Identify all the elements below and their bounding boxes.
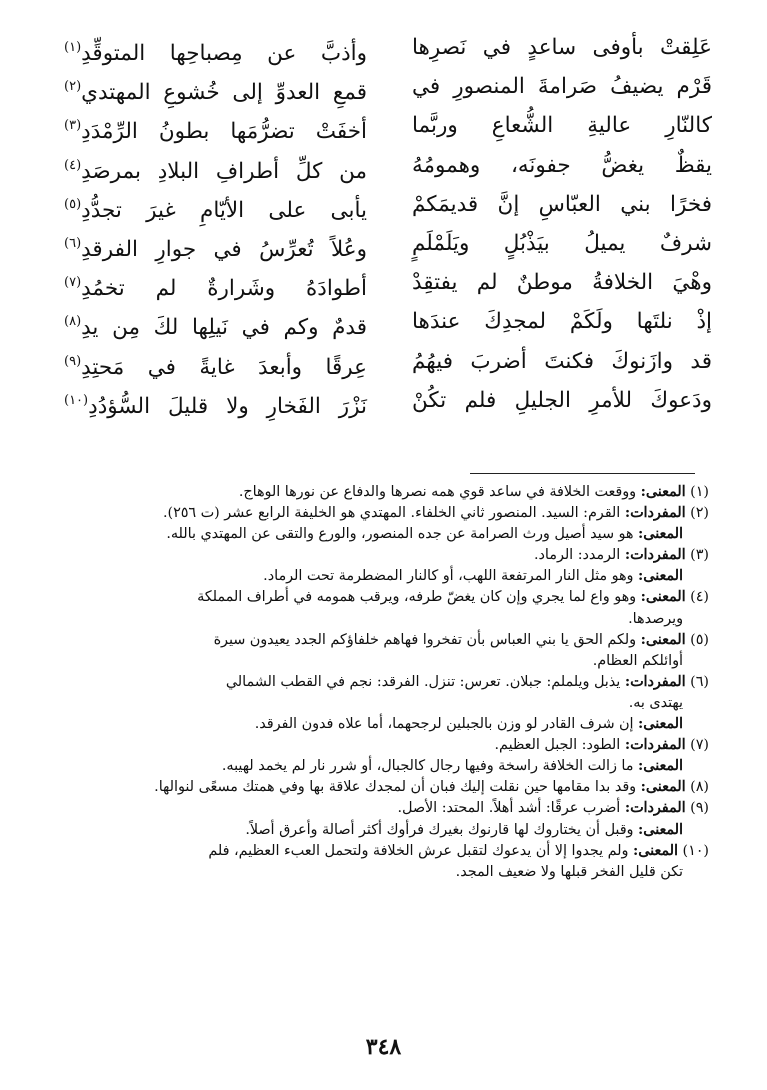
footnote-label: المعنى: xyxy=(638,758,683,775)
footnote-line xyxy=(64,862,709,883)
verse xyxy=(62,381,712,420)
footnote-label: المفردات: xyxy=(624,737,686,754)
verse-second-hemistich xyxy=(62,185,367,224)
verse-first-hemistich: يقظٌ يغضُّ جفونَه، وهمومُهُ xyxy=(412,152,712,178)
verse-second-hemistich xyxy=(62,28,367,67)
footnote-text: وقد بدا مقامها حين نقلت إليك فبان أن لمجدك علاقة بها وفي همتك مسعًى لنوالها. xyxy=(154,779,637,796)
page-number: ٣٤٨ xyxy=(365,1034,402,1060)
verse-second-text: نَزْرَ الفَخارِ ولا قليلَ السُّؤدُدِ xyxy=(88,393,367,419)
verse-second-text: أطوادَهُ وشَرارةٌ لم تخمُدِ xyxy=(81,276,367,302)
footnote-number: (٥) xyxy=(690,631,709,648)
footnote-text: إن شرف القادر لو وزن بالجبلين لرجحهما، أما علاه فدون الفرقد. xyxy=(254,716,634,733)
footnote-number: (٤) xyxy=(690,589,709,606)
verse xyxy=(62,224,712,263)
footnote-label: المعنى: xyxy=(640,779,686,796)
footnote-line xyxy=(64,672,709,693)
footnote-marker: (٩) xyxy=(64,353,82,369)
footnote-text: تكن قليل الفخر قبلها ولا ضعيف المجد. xyxy=(455,863,683,880)
footnote-line xyxy=(64,735,709,756)
footnote-text: القرم: السيد. المنصور ثاني الخلفاء. المهتدي هو الخليفة الرابع عشر (ت ٢٥٦). xyxy=(162,505,621,522)
footnote-number: (٦) xyxy=(690,673,709,690)
footnote-number: (١) xyxy=(690,484,709,500)
footnote-separator xyxy=(470,473,695,474)
footnote-line xyxy=(64,630,709,651)
verse-first-hemistich: فخرًا بني العبّاسِ إنَّ قديمَكمْ xyxy=(412,191,712,217)
verse xyxy=(62,67,712,106)
footnote-line xyxy=(64,841,709,862)
footnote-label: المعنى: xyxy=(638,716,683,733)
verse-second-text: أخفَتْ تضرُّمَها بطونُ الرِّمْدَدِ xyxy=(81,119,367,145)
verse-second-text: وعُلاً تُعرِّسُ في جوارِ الفرقدِ xyxy=(81,236,367,262)
footnote-number: (٣) xyxy=(690,547,709,564)
verse-second-hemistich xyxy=(62,263,367,302)
footnote-text: ويرصدها. xyxy=(628,610,683,627)
footnote-label: المفردات: xyxy=(624,505,686,522)
footnote-number: (٧) xyxy=(690,737,709,754)
verse-second-hemistich xyxy=(62,224,367,263)
verse-first-hemistich: قَرْم يضيفُ صَرامةَ المنصورِ في xyxy=(412,74,712,100)
footnote-label: المفردات: xyxy=(624,800,686,817)
verse-second-hemistich xyxy=(62,302,367,341)
verse-second-hemistich xyxy=(62,342,367,381)
footnote-line xyxy=(64,482,709,503)
verse-first-hemistich: كالنّارِ عاليةِ الشُّعاعِ وربَّما xyxy=(412,113,712,139)
footnote-text: يهتدى به. xyxy=(628,694,683,711)
footnote-marker: (١٠) xyxy=(64,392,89,408)
verse xyxy=(62,342,712,381)
footnote-text: ولكم الحق يا بني العباس بأن تفخروا فهاهم خلفاؤكم الجدد يعيدون سيرة xyxy=(213,631,637,648)
footnote-line xyxy=(64,714,709,735)
footnote-label: المعنى: xyxy=(640,631,686,648)
footnote-line xyxy=(64,820,709,841)
footnote-label: المعنى: xyxy=(638,526,683,543)
footnote-text: الطود: الجبل العظيم. xyxy=(494,737,621,754)
footnote-line xyxy=(64,651,709,672)
verse xyxy=(62,263,712,302)
footnote-text: أضرب عرقًا: أشد أهلاً. المحتد: الأصل. xyxy=(397,800,621,817)
footnote-label: المعنى: xyxy=(632,842,678,859)
footnote-marker: (١) xyxy=(64,40,82,55)
footnote-text: هو سيد أصيل ورث الصرامة عن جده المنصور، والورع والتقى عن المهتدي بالله. xyxy=(166,526,634,543)
footnote-label: المعنى: xyxy=(638,821,683,838)
footnote-label: المفردات: xyxy=(624,673,686,690)
verse-first-hemistich: قد وازَنوكَ فكنتَ أضربَ فيهُمُ xyxy=(412,348,712,374)
verse-second-text: قمعِ العدوِّ إلى خُشوعِ المهتدي xyxy=(81,80,367,106)
footnote-number: (٨) xyxy=(690,779,709,796)
footnote-line xyxy=(64,587,709,608)
poem-verses xyxy=(62,28,712,448)
footnote-marker: (٢) xyxy=(64,79,82,95)
verse-second-text: قدمٌ وكم في نَيلِها لكَ مِن يدِ xyxy=(81,315,367,341)
footnote-label: المعنى: xyxy=(640,484,686,500)
verse-first-hemistich: إذْ نلتَها ولَكَمْ لمجدِكَ عندَها xyxy=(412,309,712,335)
verse-first-hemistich: عَلِقتْ بأوفى ساعدٍ في نَصرِها xyxy=(412,35,712,60)
footnote-number: (١٠) xyxy=(682,842,709,859)
footnote-line xyxy=(64,609,709,630)
verse-first-hemistich: ودَعوكَ للأمرِ الجليلِ فلم تكُنْ xyxy=(412,387,712,413)
verse-second-text: وأذبَّ عن مِصباحِها المتوقِّدِ xyxy=(81,41,367,66)
verse-second-hemistich xyxy=(62,381,367,420)
footnote-text: الرمدد: الرماد. xyxy=(534,547,621,564)
footnote-line xyxy=(64,566,709,587)
footnote-label: المفردات: xyxy=(624,547,686,564)
footnote-line xyxy=(64,777,709,798)
footnote-label: المعنى: xyxy=(638,568,683,585)
footnote-text: ما زالت الخلافة راسخة وفيها رجال كالجبال، أو شرر نار لم يخمد لهيبه. xyxy=(221,758,634,775)
verse xyxy=(62,106,712,145)
verse-second-hemistich xyxy=(62,67,367,106)
footnote-text: ولم يجدوا إلا أن يدعوك لتقبل عرش الخلافة ولتحمل العبء العظيم، فلم xyxy=(208,842,629,859)
footnote-line xyxy=(64,524,709,545)
verse-second-text: يأبى على الأيّامِ غيرَ تجدُّدِ xyxy=(81,197,367,223)
footnote-text: يذبل ويلملم: جبلان. تعرس: تنزل. الفرقد: نجم في القطب الشمالي xyxy=(225,673,621,690)
verse-second-text: من كلِّ أطرافِ البلادِ بمرصَدِ xyxy=(81,158,367,184)
verse xyxy=(62,302,712,341)
verse-second-text: عِرقًا وأبعدَ غايةً في مَحتِدِ xyxy=(81,354,367,380)
footnote-line xyxy=(64,545,709,566)
footnotes xyxy=(64,482,709,883)
verse-second-hemistich xyxy=(62,106,367,145)
verse-first-hemistich: وهْيَ الخلافةُ موطنٌ لم يفتقِدْ xyxy=(412,270,712,296)
footnote-marker: (٦) xyxy=(64,235,82,251)
verse xyxy=(62,28,712,67)
footnote-text: وهو واع لما يجري وإن كان يغضّ طرفه، ويرقب همومه في أطراف المملكة xyxy=(197,589,637,606)
footnote-line xyxy=(64,798,709,819)
footnote-marker: (٨) xyxy=(64,314,82,330)
footnote-line xyxy=(64,503,709,524)
footnote-number: (٢) xyxy=(690,505,709,522)
verse xyxy=(62,185,712,224)
footnote-text: ووقعت الخلافة في ساعد قوي همه نصرها والدفاع عن نورها الوهاج. xyxy=(238,484,637,500)
footnote-marker: (٧) xyxy=(64,275,82,291)
footnote-marker: (٣) xyxy=(64,118,82,134)
footnote-line xyxy=(64,693,709,714)
footnote-number: (٩) xyxy=(690,800,709,817)
footnote-marker: (٤) xyxy=(64,157,82,173)
footnote-text: وهو مثل النار المرتفعة اللهب، أو كالنار المضطرمة تحت الرماد. xyxy=(263,568,634,585)
verse-first-hemistich: شرفٌ يميلُ بيَذْبُلٍ ويَلَمْلَمٍ xyxy=(412,230,712,256)
footnote-label: المعنى: xyxy=(640,589,686,606)
verse-second-hemistich xyxy=(62,146,367,185)
footnote-line xyxy=(64,756,709,777)
footnote-marker: (٥) xyxy=(64,196,82,212)
footnote-text: أوائلكم العظام. xyxy=(592,652,683,669)
verse xyxy=(62,146,712,185)
footnote-text: وقبل أن يختاروك لها قارنوك بغيرك فرأوك أكثر أصالة وأعرق أصلاً. xyxy=(245,821,634,838)
